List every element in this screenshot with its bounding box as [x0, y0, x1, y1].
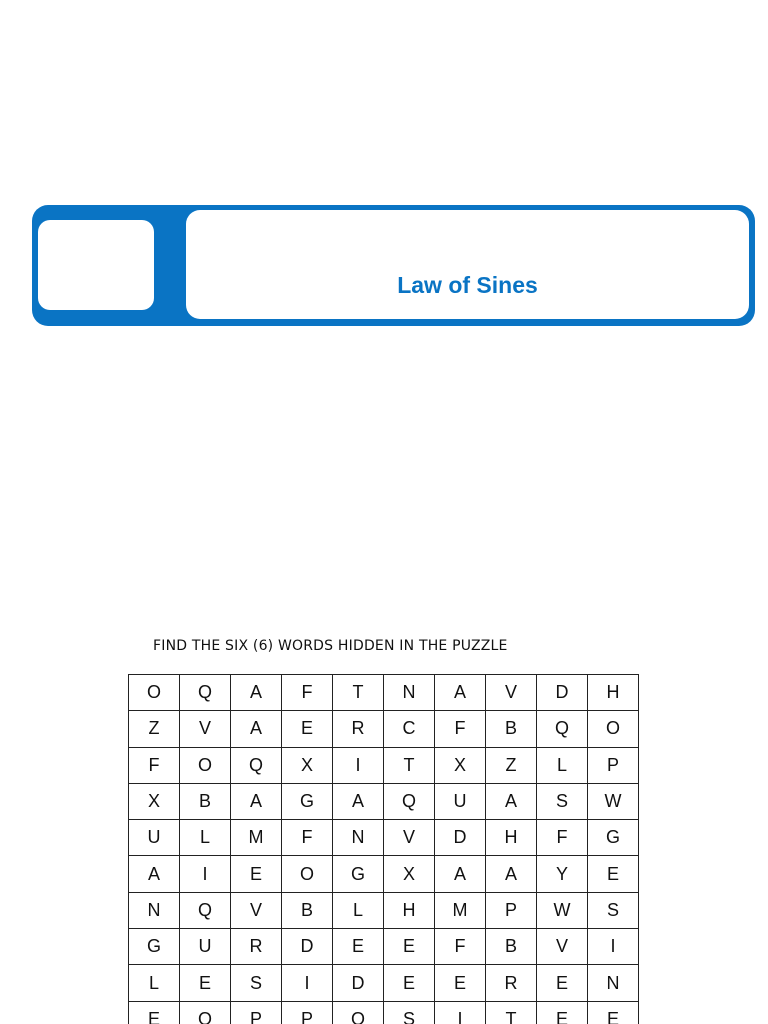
grid-cell: E: [333, 929, 384, 965]
grid-cell: A: [231, 675, 282, 711]
grid-cell: G: [282, 783, 333, 819]
grid-cell: N: [588, 965, 639, 1001]
grid-cell: O: [333, 1001, 384, 1024]
grid-cell: R: [333, 711, 384, 747]
grid-cell: F: [282, 675, 333, 711]
grid-row: [129, 820, 639, 856]
grid-cell: D: [537, 675, 588, 711]
grid-cell: U: [435, 783, 486, 819]
grid-cell: F: [435, 929, 486, 965]
grid-cell: Q: [384, 783, 435, 819]
grid-cell: P: [588, 747, 639, 783]
grid-cell: L: [180, 820, 231, 856]
grid-cell: L: [537, 747, 588, 783]
grid-cell: D: [435, 820, 486, 856]
grid-cell: P: [486, 892, 537, 928]
grid-row: [129, 747, 639, 783]
grid-cell: I: [588, 929, 639, 965]
grid-cell: G: [129, 929, 180, 965]
grid-cell: I: [282, 965, 333, 1001]
grid-cell: X: [435, 747, 486, 783]
grid-cell: W: [537, 892, 588, 928]
grid-cell: X: [129, 783, 180, 819]
grid-cell: E: [537, 1001, 588, 1024]
grid-cell: F: [282, 820, 333, 856]
grid-cell: H: [588, 675, 639, 711]
grid-row: [129, 675, 639, 711]
grid-row: [129, 711, 639, 747]
grid-cell: I: [333, 747, 384, 783]
grid-cell: D: [333, 965, 384, 1001]
grid-cell: V: [486, 675, 537, 711]
grid-cell: R: [231, 929, 282, 965]
grid-row: [129, 856, 639, 892]
grid-cell: B: [180, 783, 231, 819]
grid-cell: E: [282, 711, 333, 747]
grid-cell: G: [333, 856, 384, 892]
grid-cell: S: [384, 1001, 435, 1024]
grid-cell: P: [231, 1001, 282, 1024]
grid-row: [129, 965, 639, 1001]
grid-cell: H: [384, 892, 435, 928]
grid-cell: A: [129, 856, 180, 892]
grid-cell: M: [435, 892, 486, 928]
grid-cell: Q: [180, 892, 231, 928]
grid-cell: D: [282, 929, 333, 965]
grid-cell: G: [588, 820, 639, 856]
grid-cell: Q: [537, 711, 588, 747]
grid-cell: A: [231, 783, 282, 819]
grid-cell: O: [588, 711, 639, 747]
grid-cell: F: [435, 711, 486, 747]
grid-cell: E: [588, 856, 639, 892]
grid-cell: S: [231, 965, 282, 1001]
grid-cell: F: [129, 747, 180, 783]
grid-row: [129, 783, 639, 819]
grid-cell: L: [333, 892, 384, 928]
grid-cell: I: [435, 1001, 486, 1024]
grid-cell: N: [129, 892, 180, 928]
grid-cell: E: [537, 965, 588, 1001]
puzzle-instruction: FIND THE SIX (6) WORDS HIDDEN IN THE PUZZLE: [153, 638, 508, 654]
grid-cell: T: [384, 747, 435, 783]
grid-cell: B: [486, 929, 537, 965]
grid-cell: U: [180, 929, 231, 965]
grid-cell: A: [435, 675, 486, 711]
grid-cell: O: [129, 675, 180, 711]
grid-cell: E: [384, 965, 435, 1001]
grid-cell: T: [333, 675, 384, 711]
grid-cell: F: [537, 820, 588, 856]
grid-cell: S: [588, 892, 639, 928]
grid-cell: B: [282, 892, 333, 928]
grid-cell: Z: [129, 711, 180, 747]
grid-cell: X: [282, 747, 333, 783]
grid-cell: M: [231, 820, 282, 856]
grid-cell: X: [384, 856, 435, 892]
grid-cell: W: [588, 783, 639, 819]
title-banner: [32, 205, 755, 326]
grid-cell: E: [435, 965, 486, 1001]
grid-cell: U: [129, 820, 180, 856]
grid-cell: A: [231, 711, 282, 747]
grid-cell: V: [231, 892, 282, 928]
grid-cell: A: [435, 856, 486, 892]
banner-left-box: [38, 220, 154, 310]
grid-cell: E: [384, 929, 435, 965]
grid-row: [129, 892, 639, 928]
word-search-grid: [128, 674, 639, 1024]
grid-cell: Z: [486, 747, 537, 783]
grid-cell: A: [333, 783, 384, 819]
grid-cell: E: [129, 1001, 180, 1024]
grid-cell: C: [384, 711, 435, 747]
grid-cell: B: [486, 711, 537, 747]
grid-cell: A: [486, 783, 537, 819]
grid-cell: O: [282, 856, 333, 892]
page-title: Law of Sines: [397, 272, 538, 298]
grid-cell: V: [180, 711, 231, 747]
grid-cell: O: [180, 747, 231, 783]
grid-cell: V: [384, 820, 435, 856]
grid-cell: N: [384, 675, 435, 711]
grid-cell: E: [231, 856, 282, 892]
grid-cell: H: [486, 820, 537, 856]
grid-cell: Q: [180, 675, 231, 711]
grid-cell: S: [537, 783, 588, 819]
grid-cell: T: [486, 1001, 537, 1024]
grid-cell: I: [180, 856, 231, 892]
grid-cell: R: [486, 965, 537, 1001]
grid-row: [129, 929, 639, 965]
grid-cell: Q: [231, 747, 282, 783]
grid-cell: Y: [537, 856, 588, 892]
banner-title-box: [186, 210, 749, 319]
grid-cell: A: [486, 856, 537, 892]
grid-cell: E: [588, 1001, 639, 1024]
grid-cell: N: [333, 820, 384, 856]
grid-cell: V: [537, 929, 588, 965]
grid-cell: L: [129, 965, 180, 1001]
grid-row: [129, 1001, 639, 1024]
grid-cell: O: [180, 1001, 231, 1024]
grid-cell: P: [282, 1001, 333, 1024]
grid-cell: E: [180, 965, 231, 1001]
